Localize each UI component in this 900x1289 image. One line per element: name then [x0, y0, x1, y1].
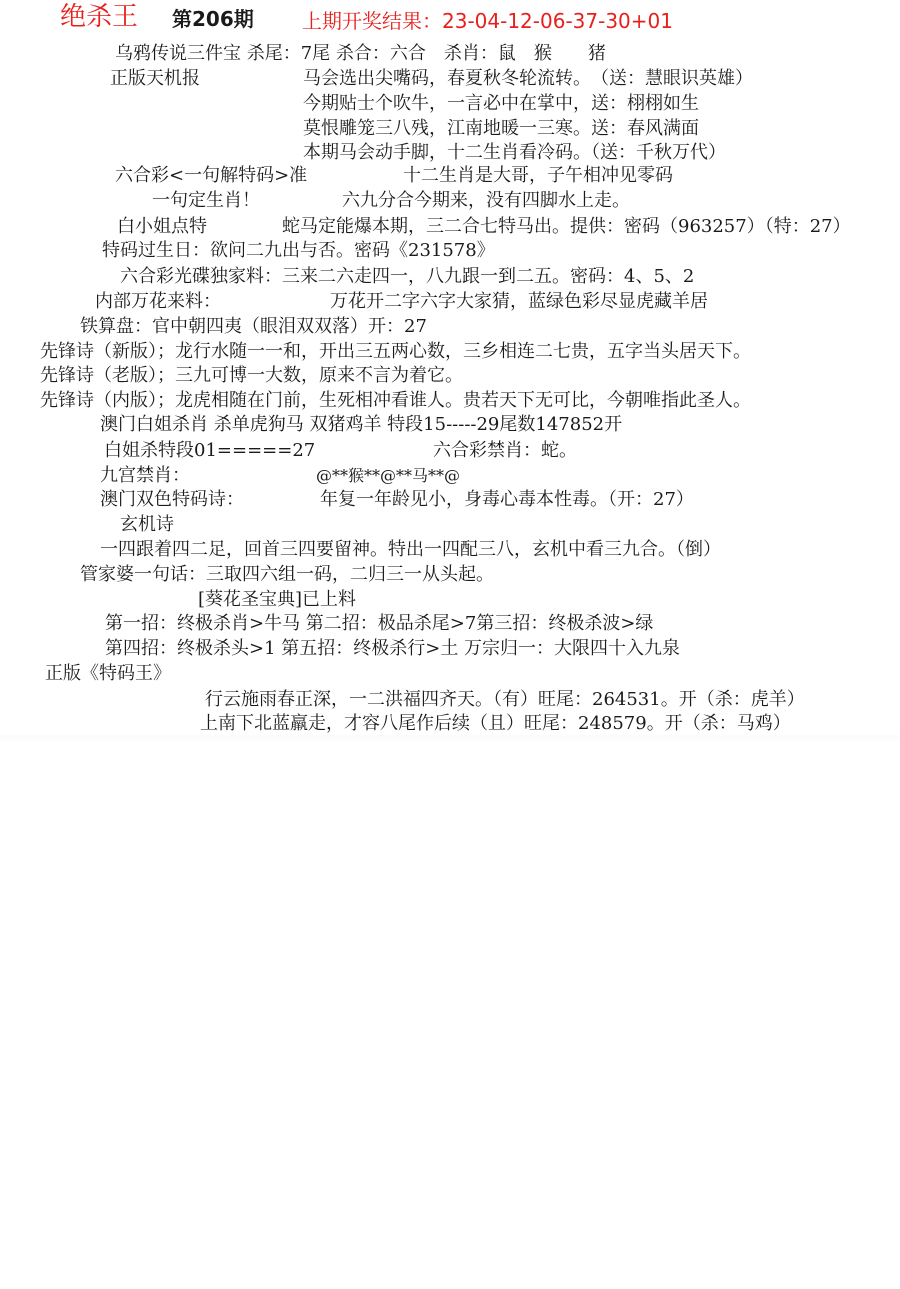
text-line: 六合彩禁肖：蛇。 — [433, 440, 577, 461]
issue-number: 第206期 — [172, 7, 254, 31]
text-line: 特码过生日：欲问二九出与否。密码《231578》 — [102, 240, 495, 261]
text-line: 六九分合今期来，没有四脚水上走。 — [342, 190, 630, 211]
text-line: 万花开二字六字大家猜，蓝绿色彩尽显虎藏羊居 — [330, 291, 708, 312]
text-line: 白小姐点特 — [117, 216, 207, 237]
brand-title: 绝杀王 — [60, 2, 139, 32]
text-line: 澳门白姐杀肖 杀单虎狗马 双猪鸡羊 特段15-----29尾数147852开 — [100, 414, 623, 435]
text-line: 管家婆一句话：三取四六组一码，二归三一从头起。 — [80, 564, 494, 585]
text-line: 今期贴士个吹牛，一言必中在掌中，送：栩栩如生 — [303, 93, 699, 114]
text-line: 第四招：终极杀头>1 第五招：终极杀行>土 万宗归一：大限四十入九泉 — [105, 638, 681, 659]
text-line: 先锋诗（内版）；龙虎相随在门前，生死相冲看谁人。贵若天下无可比，今朝唯指此圣人。 — [40, 390, 751, 411]
text-line: 九宫禁肖： — [100, 465, 190, 486]
last-result-banner: 上期开奖结果：23-04-12-06-37-30+01 — [302, 9, 673, 33]
text-line: 一四跟着四二足，回首三四要留神。特出一四配三八，玄机中看三九合。（倒） — [100, 539, 721, 560]
text-line: 白姐杀特段01=====27 — [104, 440, 316, 461]
text-line: 玄机诗 — [120, 514, 174, 535]
text-line: 本期马会动手脚，十二生肖看冷码。（送：千秋万代） — [303, 142, 726, 163]
text-line: 先锋诗（老版）；三九可博一大数，原来不言为着它。 — [40, 365, 463, 386]
text-line: 先锋诗（新版）；龙行水随一一和，开出三五两心数，三乡相连二七贵，五字当头居天下。 — [40, 341, 751, 362]
text-line: 正版《特码王》 — [45, 663, 171, 684]
text-line: 莫恨雕笼三八残，江南地暖一三寒。送：春风满面 — [303, 118, 699, 139]
text-line: 澳门双色特码诗： — [100, 489, 244, 510]
text-line: 内部万花来料： — [95, 291, 221, 312]
text-line: 蛇马定能爆本期，三二合七特马出。提供：密码（963257）（特：27） — [282, 216, 851, 237]
text-line: 第一招：终极杀肖>牛马 第二招：极品杀尾>7第三招：终极杀波>绿 — [105, 613, 654, 634]
text-line: [葵花圣宝典]已上料 — [198, 589, 357, 610]
text-line: 六合彩<一句解特码>准 — [115, 165, 308, 186]
text-line: 十二生肖是大哥，子午相冲见零码 — [403, 165, 673, 186]
text-line: 上南下北蓝羸走，才容八尾作后续（且）旺尾：248579。开（杀：马鸡） — [200, 713, 791, 734]
text-line: 一句定生肖！ — [152, 190, 260, 211]
text-line: 年复一年龄见小，身毒心毒本性毒。（开：27） — [320, 489, 694, 510]
text-line: @**猴**@**马**@ — [316, 466, 461, 485]
text-line: 乌鸦传说三件宝 杀尾：7尾 杀合：六合 杀肖：鼠 猴 猪 — [115, 43, 606, 64]
text-line: 铁算盘：官中朝四夷（眼泪双双落）开：27 — [80, 316, 427, 337]
text-line: 马会选出尖嘴码，春夏秋冬轮流转。 （送：慧眼识英雄） — [303, 68, 753, 89]
text-line: 行云施雨春正深，一二洪福四齐天。（有）旺尾：264531。开（杀：虎羊） — [205, 689, 805, 710]
content-divider — [0, 735, 900, 743]
text-line: 六合彩光碟独家料：三来二六走四一，八九跟一到二五。密码：4、5、2 — [120, 266, 695, 287]
text-line: 正版天机报 — [110, 68, 200, 89]
